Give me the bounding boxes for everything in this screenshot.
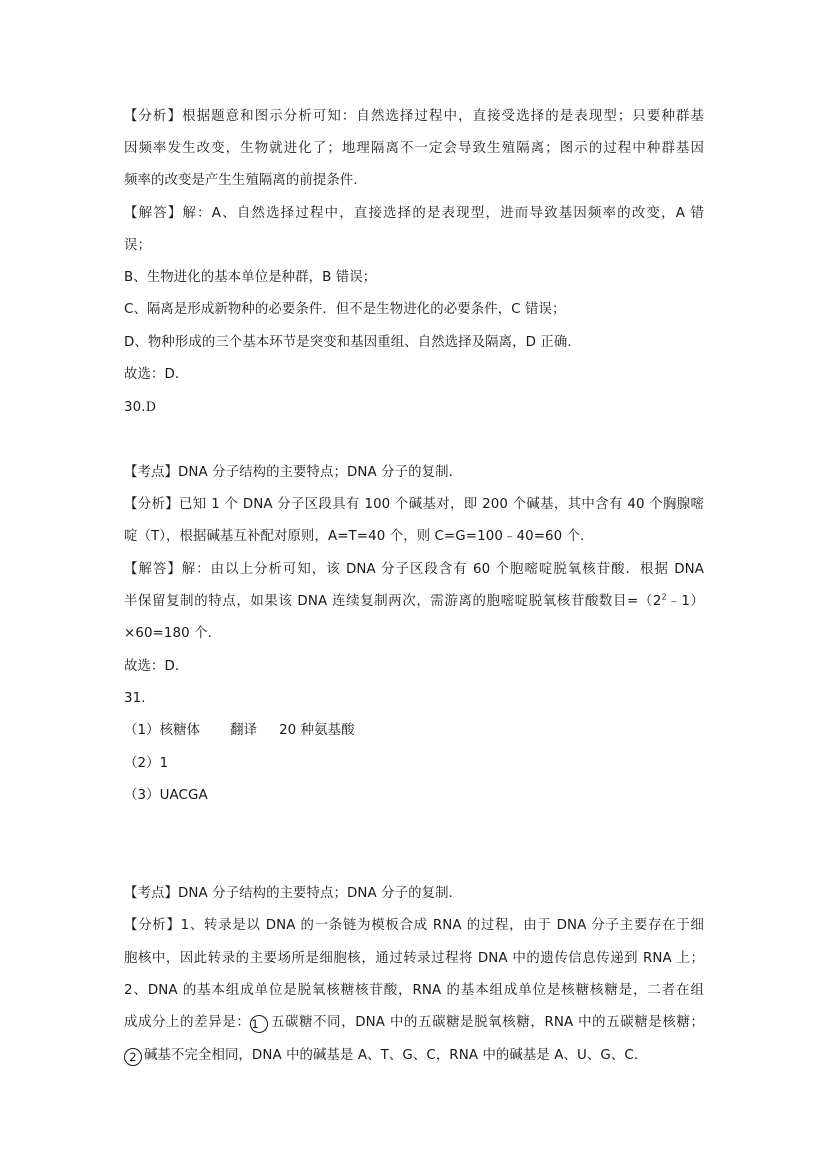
q30-answer-letter: D: [145, 400, 157, 415]
circled-number-1: 1: [250, 1015, 268, 1033]
q31-number: 31.: [124, 691, 146, 706]
q31-analysis-line-2: 胞核中，因此转录的主要场所是细胞核，通过转录过程将 DNA 中的遗传信息传递到 RNA 上；: [124, 951, 704, 966]
q29-answer-line-2: 误；: [124, 238, 151, 253]
q30-answer-line-3: ×60=180 个．: [124, 626, 222, 641]
q29-choice: 故选：D．: [124, 367, 189, 382]
q30-analysis-line-2: 啶（T），根据碱基互补配对原则，A=T=40 个，则 C=G=100﹣40=60 个．: [124, 529, 594, 544]
q31-analysis-line-4: 成成分上的差异是：1 五碳糖不同，DNA 中的五碳糖是脱氧核糖，RNA 中的五碳糖是核糖；: [124, 1015, 704, 1031]
answer-label: 【解答】: [124, 562, 182, 577]
q29-option-c: C、隔离是形成新物种的必要条件．但不是生物进化的必要条件，C 错误；: [124, 302, 566, 317]
kaodian-label: 【考点】: [124, 886, 178, 901]
q30-number: 30.: [124, 400, 146, 415]
q31-analysis-line-5: 2 碱基不完全相同，DNA 中的碱基是 A、T、G、C，RNA 中的碱基是 A、U、G、C.: [124, 1046, 704, 1066]
circled-number-2: 2: [124, 1048, 142, 1066]
q31-answer-1: （1）核糖体 翻译 20 种氨基酸: [124, 723, 355, 738]
q29-answer-line-1: 【解答】解：A、自然选择过程中，直接选择的是表现型，进而导致基因频率的改变，A 错: [124, 206, 704, 221]
answer-label: 【解答】: [124, 206, 183, 221]
q29-option-b: B、生物进化的基本单位是种群，B 错误；: [124, 270, 377, 285]
q31-answer-2: （2）1: [124, 756, 169, 771]
q30-choice: 故选：D．: [124, 659, 189, 674]
superscript-exponent: 2: [661, 592, 667, 602]
q29-analysis-line-3: 频率的改变是产生生殖隔离的前提条件．: [124, 173, 367, 188]
q31-kaodian: 【考点】DNA 分子结构的主要特点；DNA 分子的复制．: [124, 886, 463, 901]
analysis-label: 【分析】: [124, 109, 183, 124]
q29-option-d: D、物种形成的三个基本环节是突变和基因重组、自然选择及隔离，D 正确．: [124, 335, 581, 350]
q30-analysis-line-1: 【分析】已知 1 个 DNA 分子区段具有 100 个碱基对，即 200 个碱基，其中含有 40 个胸腺嘧: [124, 497, 704, 512]
analysis-label: 【分析】: [124, 497, 180, 512]
q30-header: [124, 398, 704, 418]
analysis-label: 【分析】: [124, 918, 181, 933]
q31-analysis-line-1: 【分析】1、转录是以 DNA 的一条链为模板合成 RNA 的过程，由于 DNA 分子主要存在于细: [124, 918, 704, 933]
q30-kaodian: 【考点】DNA 分子结构的主要特点；DNA 分子的复制．: [124, 465, 463, 480]
q29-analysis-line-2: 因频率发生改变，生物就进化了；地理隔离不一定会导致生殖隔离；图示的过程中种群基因: [124, 141, 704, 156]
q31-analysis-line-3: 2、DNA 的基本组成单位是脱氧核糖核苷酸，RNA 的基本组成单位是核糖核糖是，二者在组: [124, 983, 704, 998]
q29-analysis-line-1: 【分析】根据题意和图示分析可知：自然选择过程中，直接受选择的是表现型；只要种群基: [124, 109, 704, 124]
q30-answer-line-1: 【解答】解：由以上分析可知，该 DNA 分子区段含有 60 个胞嘧啶脱氧核苷酸．根据 DNA: [124, 562, 704, 577]
q30-answer-line-2: 半保留复制的特点，如果该 DNA 连续复制两次，需游离的胞嘧啶脱氧核苷酸数目$=(2^2﹣1)$: [124, 592, 704, 609]
kaodian-label: 【考点】: [124, 465, 178, 480]
q31-answer-3: （3）UACGA: [124, 788, 208, 803]
